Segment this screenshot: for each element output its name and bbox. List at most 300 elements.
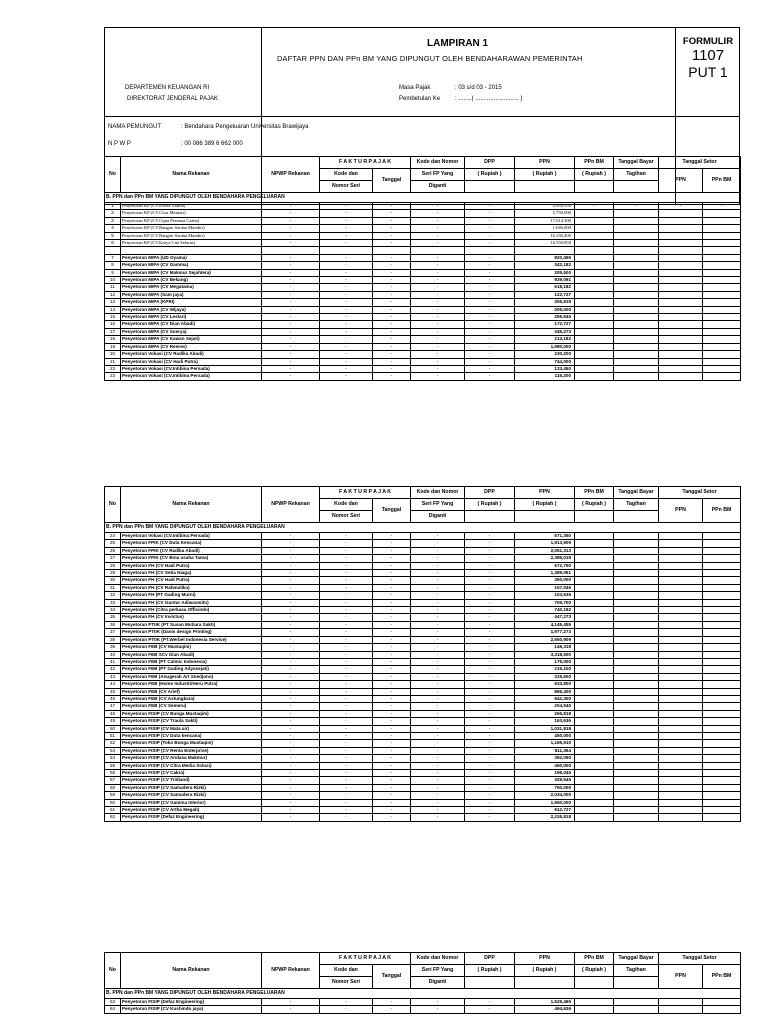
empty-dash: - xyxy=(465,210,515,217)
empty-dash: - xyxy=(373,232,411,239)
empty-dash: - xyxy=(320,373,373,380)
empty-dash: - xyxy=(262,703,320,710)
row-number: 48 xyxy=(105,710,121,717)
empty-dash: - xyxy=(465,747,515,754)
col-tanggal: Tanggal xyxy=(373,965,411,989)
empty-dash: - xyxy=(262,673,320,680)
col-tanggal-bayar: Tanggal Bayar xyxy=(614,487,659,499)
empty-dash: - xyxy=(373,269,411,276)
empty-dash: - xyxy=(373,365,411,372)
empty-dash: - xyxy=(262,799,320,806)
table-row xyxy=(105,740,741,747)
rekanan-name: Penyetoran MIPA (UD Oyama) xyxy=(121,254,262,261)
ppn-value: 329,545 xyxy=(515,777,575,784)
table-row xyxy=(105,351,741,358)
empty-dash: - xyxy=(320,336,373,343)
empty-dash: - xyxy=(373,725,411,732)
empty-dash: - xyxy=(262,328,320,335)
empty-dash: - xyxy=(320,621,373,628)
empty-dash: - xyxy=(411,658,465,665)
rekanan-name: Penyetoran FISIP (CV Kushindo jaya) xyxy=(121,1006,262,1013)
empty-dash: - xyxy=(373,999,411,1006)
empty-dash: - xyxy=(320,1006,373,1013)
table-row xyxy=(105,328,741,335)
row-number: 58 xyxy=(105,784,121,791)
row-number: 35 xyxy=(105,614,121,621)
empty-dash: - xyxy=(465,1006,515,1013)
rekanan-name: Penyetoran FPIK (CV Radika Abadi) xyxy=(121,547,262,554)
empty-dash: - xyxy=(465,351,515,358)
ppn-value: 450,000 xyxy=(515,762,575,769)
empty-dash: - xyxy=(373,358,411,365)
empty-dash: - xyxy=(320,262,373,269)
empty-dash: - xyxy=(262,710,320,717)
empty-dash: - xyxy=(373,277,411,284)
empty-dash: - xyxy=(411,607,465,614)
ppn-value: 744,000 xyxy=(515,358,575,365)
table-row xyxy=(105,240,741,247)
rekanan-name: Penyetoran KP (CV.Bangun Sarana Mandiri) xyxy=(121,232,262,239)
table-row xyxy=(105,688,741,695)
empty-dash: - xyxy=(262,636,320,643)
empty-dash: - xyxy=(373,703,411,710)
empty-dash: - xyxy=(411,747,465,754)
empty-dash: - xyxy=(411,636,465,643)
table-row xyxy=(105,614,741,621)
table-row xyxy=(105,343,741,350)
ppn-value: 133,450 xyxy=(515,365,575,372)
empty-dash: - xyxy=(465,814,515,821)
table-header xyxy=(105,487,741,523)
empty-dash: - xyxy=(411,533,465,540)
row-number: 15 xyxy=(105,314,121,321)
empty-dash: - xyxy=(411,703,465,710)
empty-dash: - xyxy=(262,666,320,673)
empty-dash: - xyxy=(262,336,320,343)
empty-dash: - xyxy=(411,732,465,739)
empty-dash: - xyxy=(373,688,411,695)
row-number: 33 xyxy=(105,599,121,606)
empty-dash: - xyxy=(411,577,465,584)
ppn-value: 350,000 xyxy=(515,577,575,584)
col-npwp-rekanan: NPWP Rekanan xyxy=(262,487,320,523)
empty-dash: - xyxy=(411,232,465,239)
empty-dash: - xyxy=(465,240,515,247)
col-setor-ppn: PPN xyxy=(659,965,703,989)
row-number: 12 xyxy=(105,291,121,298)
col-faktur-pajak: F A K T U R P A J A K xyxy=(320,953,411,965)
row-number: 49 xyxy=(105,718,121,725)
empty-dash: - xyxy=(411,592,465,599)
row-number: 62 xyxy=(105,814,121,821)
empty-dash: - xyxy=(262,584,320,591)
empty-dash: - xyxy=(320,658,373,665)
table-row xyxy=(105,262,741,269)
row-number: 60 xyxy=(105,799,121,806)
empty-dash: - xyxy=(465,232,515,239)
empty-dash: - xyxy=(320,644,373,651)
empty-dash: - xyxy=(373,314,411,321)
empty-dash: - xyxy=(262,373,320,380)
empty-dash: - xyxy=(320,695,373,702)
ppn-value: 866,400 xyxy=(515,688,575,695)
empty-dash: - xyxy=(373,599,411,606)
empty-dash: - xyxy=(373,284,411,291)
empty-dash: - xyxy=(411,328,465,335)
ppn-value: 1,046,000 xyxy=(515,225,575,232)
empty-dash: - xyxy=(373,203,411,210)
table-row xyxy=(105,570,741,577)
table-row xyxy=(105,607,741,614)
empty-dash: - xyxy=(465,562,515,569)
rekanan-name: Penyetoran PTIIK (Danis design Printing) xyxy=(121,629,262,636)
row-number: 8 xyxy=(105,262,121,269)
ppn-value: 2,954,550 xyxy=(515,203,575,210)
empty-dash: - xyxy=(320,629,373,636)
empty-dash: - xyxy=(465,695,515,702)
empty-dash: - xyxy=(465,792,515,799)
empty-dash: - xyxy=(373,306,411,313)
row-number: 59 xyxy=(105,792,121,799)
table-row xyxy=(105,299,741,306)
col-ppnbm-rupiah: ( Rupiah ) xyxy=(575,965,614,977)
empty-dash: - xyxy=(320,254,373,261)
empty-dash: - xyxy=(411,1006,465,1013)
empty-dash: - xyxy=(411,621,465,628)
col-ppnbm-rupiah: ( Rupiah ) xyxy=(575,169,614,181)
empty-dash: - xyxy=(373,343,411,350)
empty-dash: - xyxy=(465,336,515,343)
empty-dash: - xyxy=(465,644,515,651)
header-separator xyxy=(105,116,739,117)
table-row xyxy=(105,777,741,784)
empty-dash: - xyxy=(465,328,515,335)
empty-dash: - xyxy=(411,718,465,725)
table-row xyxy=(105,291,741,298)
rekanan-name: Penyetoran FH (CV Hadi Putra) xyxy=(121,577,262,584)
rekanan-name: Penyetoran KP (CV.Cipta Permata Graha) xyxy=(121,217,262,224)
col-ppnbm-rupiah: ( Rupiah ) xyxy=(575,499,614,511)
rekanan-name: Penyetoran FEB (CV Mustaqim) xyxy=(121,644,262,651)
col-faktur-pajak: F A K T U R P A J A K xyxy=(320,157,411,169)
rekanan-name: Penyetoran KP (CV.Bangun Sarana Mandiri) xyxy=(121,225,262,232)
empty-dash: - xyxy=(373,262,411,269)
empty-dash: - xyxy=(411,584,465,591)
ppn-value: 157,045 xyxy=(515,584,575,591)
empty-dash: - xyxy=(465,755,515,762)
col-ppn: PPN xyxy=(515,487,575,499)
empty-dash: - xyxy=(262,254,320,261)
col-diganti: Diganti xyxy=(411,977,465,989)
empty-dash: - xyxy=(262,614,320,621)
rekanan-name: Penyetoran FISIP (CV Tridiand) xyxy=(121,777,262,784)
col-ppnbm: PPn BM xyxy=(575,157,614,169)
table-row xyxy=(105,358,741,365)
table-row xyxy=(105,269,741,276)
table-row xyxy=(105,321,741,328)
ppn-value: 2,034,000 xyxy=(515,792,575,799)
ppn-value: 709,700 xyxy=(515,599,575,606)
empty-dash: - xyxy=(320,614,373,621)
table-row xyxy=(105,217,741,224)
col-ppn-rupiah: ( Rupiah ) xyxy=(515,499,575,511)
empty-dash: - xyxy=(320,210,373,217)
empty-dash: - xyxy=(465,365,515,372)
ppn-value xyxy=(515,247,575,254)
empty-dash: - xyxy=(320,636,373,643)
empty-dash: - xyxy=(320,547,373,554)
empty-dash: - xyxy=(411,217,465,224)
empty-dash: - xyxy=(465,547,515,554)
rekanan-name: Penyetoran MIPA (CV Soerya) xyxy=(121,328,262,335)
empty-dash: - xyxy=(320,314,373,321)
ppn-value: 494,636 xyxy=(515,1006,575,1013)
row-number: 64 xyxy=(105,1006,121,1013)
empty-dash: - xyxy=(320,770,373,777)
rekanan-name: Penyetoran FEB (CV Astungkara) xyxy=(121,695,262,702)
empty-dash: - xyxy=(411,784,465,791)
empty-dash: - xyxy=(373,755,411,762)
empty-dash: - xyxy=(373,328,411,335)
rekanan-name: Penyetoran FH (PT Gading Murni) xyxy=(121,592,262,599)
empty-dash: - xyxy=(262,351,320,358)
empty-dash: - xyxy=(465,584,515,591)
empty-dash: - xyxy=(320,999,373,1006)
col-tanggal-setor: Tanggal Setor xyxy=(659,953,741,965)
rekanan-name: Penyetoran FISIP (CV Renta Enterprise) xyxy=(121,747,262,754)
table-row xyxy=(105,555,741,562)
empty-dash: - xyxy=(411,284,465,291)
ppn-value: 345,273 xyxy=(515,328,575,335)
ppn-value: 1,913,909 xyxy=(515,540,575,547)
row-number: 46 xyxy=(105,695,121,702)
empty-dash: - xyxy=(262,792,320,799)
ppn-value: 672,750 xyxy=(515,562,575,569)
ppn-value: 450,000 xyxy=(515,732,575,739)
lampiran-title: LAMPIRAN 1 xyxy=(427,38,489,49)
empty-dash: - xyxy=(465,592,515,599)
empty-dash: - xyxy=(465,314,515,321)
ppn-value: 204,545 xyxy=(515,703,575,710)
empty-dash: - xyxy=(659,203,703,210)
empty-dash: - xyxy=(465,770,515,777)
empty-dash: - xyxy=(262,365,320,372)
col-no: No xyxy=(105,487,121,523)
empty-dash: - xyxy=(411,807,465,814)
col-dpp-rupiah: ( Rupiah ) xyxy=(465,965,515,977)
empty-dash: - xyxy=(262,343,320,350)
empty-dash: - xyxy=(320,291,373,298)
ppn-value: 1,525,465 xyxy=(515,999,575,1006)
empty-dash: - xyxy=(373,621,411,628)
empty-dash: - xyxy=(411,570,465,577)
empty-dash: - xyxy=(320,784,373,791)
table-row xyxy=(105,807,741,814)
empty-dash: - xyxy=(373,570,411,577)
empty-dash: - xyxy=(373,644,411,651)
table-row xyxy=(105,599,741,606)
empty-dash: - xyxy=(411,321,465,328)
empty-dash: - xyxy=(320,358,373,365)
rekanan-name: Penyetoran FEB (PT Gading Adyasejati) xyxy=(121,666,262,673)
col-seri-fp: Seri FP Yang xyxy=(411,169,465,181)
row-number: 42 xyxy=(105,666,121,673)
empty-dash: - xyxy=(465,225,515,232)
empty-dash: - xyxy=(373,658,411,665)
ppn-value: 149,318 xyxy=(515,644,575,651)
rekanan-name: Penyetoran FEB SCv Dian Abadi) xyxy=(121,651,262,658)
formulir-put: PUT 1 xyxy=(688,64,728,80)
row-number: 63 xyxy=(105,999,121,1006)
col-tagihan: Tagihan xyxy=(614,169,659,181)
col-nama-rekanan: Nama Rekanan xyxy=(121,157,262,193)
empty-dash: - xyxy=(465,651,515,658)
empty-dash: - xyxy=(465,710,515,717)
empty-dash: - xyxy=(262,629,320,636)
empty-dash: - xyxy=(320,577,373,584)
col-dpp-rupiah: ( Rupiah ) xyxy=(465,169,515,181)
empty-dash: - xyxy=(320,666,373,673)
col-nama-rekanan: Nama Rekanan xyxy=(121,953,262,989)
table-row xyxy=(105,225,741,232)
empty-dash: - xyxy=(373,732,411,739)
col-dpp: DPP xyxy=(465,953,515,965)
table-row xyxy=(105,732,741,739)
empty-dash: - xyxy=(411,740,465,747)
table-body xyxy=(105,523,741,822)
row-number: 14 xyxy=(105,306,121,313)
ppn-value: 17,014,300 xyxy=(515,217,575,224)
empty-dash: - xyxy=(373,210,411,217)
empty-dash: - xyxy=(373,592,411,599)
formulir-code: 1107 xyxy=(691,47,725,64)
table-row xyxy=(105,621,741,628)
ppn-value: 392,090 xyxy=(515,755,575,762)
pembetulan-value: : ........( .......................... ) xyxy=(455,96,523,102)
empty-dash: - xyxy=(373,240,411,247)
row-number: 5 xyxy=(105,232,121,239)
table-body xyxy=(105,989,741,1014)
empty-dash: - xyxy=(465,807,515,814)
empty-dash: - xyxy=(411,306,465,313)
empty-dash: - xyxy=(262,1006,320,1013)
empty-dash: - xyxy=(373,547,411,554)
table-row xyxy=(105,755,741,762)
pembetulan-label: Pembetulan Ke xyxy=(399,96,441,102)
table-row xyxy=(105,814,741,821)
empty-dash: - xyxy=(262,321,320,328)
empty-dash: - xyxy=(373,351,411,358)
empty-dash: - xyxy=(262,225,320,232)
empty-dash: - xyxy=(373,607,411,614)
rekanan-name: Penyetoran Vokasi (CV.Intibina Persada) xyxy=(121,373,262,380)
empty-dash: - xyxy=(411,547,465,554)
ppn-value: 447,273 xyxy=(515,614,575,621)
ppn-value: 571,350 xyxy=(515,533,575,540)
empty-dash: - xyxy=(411,262,465,269)
ppn-value: 259,545 xyxy=(515,314,575,321)
ppn-value: 163,636 xyxy=(515,718,575,725)
empty-dash: - xyxy=(373,710,411,717)
rekanan-name: Penyetoran FEB (CV Semeru) xyxy=(121,703,262,710)
empty-dash: - xyxy=(262,621,320,628)
empty-dash: - xyxy=(411,225,465,232)
row-number: 34 xyxy=(105,607,121,614)
empty-dash: - xyxy=(320,540,373,547)
empty-dash: - xyxy=(411,358,465,365)
empty-dash: - xyxy=(262,747,320,754)
ppn-value: 750,000 xyxy=(515,784,575,791)
ppn-value: 1,165,910 xyxy=(515,740,575,747)
empty-dash: - xyxy=(465,636,515,643)
empty-dash: - xyxy=(465,555,515,562)
rekanan-name: Penyetoran KP (CV.Citra Mentari) xyxy=(121,210,262,217)
rekanan-name: Penyetoran FISIP (CV Mata air) xyxy=(121,725,262,732)
table-row xyxy=(105,681,741,688)
empty-dash: - xyxy=(320,343,373,350)
ppn-value: 740,182 xyxy=(515,607,575,614)
empty-dash: - xyxy=(320,755,373,762)
row-number: 6 xyxy=(105,240,121,247)
rekanan-name: Penyetoran FISIP (CV Andasa Makmur) xyxy=(121,755,262,762)
empty-dash: - xyxy=(320,740,373,747)
empty-dash: - xyxy=(262,658,320,665)
empty-dash: - xyxy=(575,203,614,210)
empty-dash: - xyxy=(373,584,411,591)
row-number: 22 xyxy=(105,365,121,372)
table-row xyxy=(105,710,741,717)
ppn-value: 213,182 xyxy=(515,336,575,343)
table-row xyxy=(105,540,741,547)
row-number: 16 xyxy=(105,321,121,328)
row-number: 25 xyxy=(105,540,121,547)
row-number: 61 xyxy=(105,807,121,814)
empty-dash: - xyxy=(411,210,465,217)
empty-dash: - xyxy=(262,533,320,540)
empty-dash: - xyxy=(320,269,373,276)
rekanan-name: Penyetoran FEB (PT Calmic Indonesia) xyxy=(121,658,262,665)
col-npwp-rekanan: NPWP Rekanan xyxy=(262,953,320,989)
row-number: 7 xyxy=(105,254,121,261)
empty-dash: - xyxy=(411,799,465,806)
row-number: 3 xyxy=(105,217,121,224)
empty-dash: - xyxy=(320,328,373,335)
table-row xyxy=(105,533,741,540)
empty-dash: - xyxy=(411,555,465,562)
col-dpp-rupiah: ( Rupiah ) xyxy=(465,499,515,511)
table-row xyxy=(105,306,741,313)
empty-dash: - xyxy=(373,747,411,754)
ppn-value: 205,000 xyxy=(515,306,575,313)
empty-dash: - xyxy=(262,284,320,291)
col-kode-dan: Kode dan xyxy=(320,965,373,977)
empty-dash: - xyxy=(373,777,411,784)
col-ppn: PPN xyxy=(515,953,575,965)
row-number: 31 xyxy=(105,584,121,591)
empty-dash: - xyxy=(411,336,465,343)
ppn-value: 1,389,091 xyxy=(515,570,575,577)
empty-dash: - xyxy=(465,673,515,680)
row-number: 23 xyxy=(105,373,121,380)
col-no: No xyxy=(105,953,121,989)
empty-dash: - xyxy=(411,710,465,717)
table-row xyxy=(105,666,741,673)
empty-dash: - xyxy=(320,732,373,739)
rekanan-name: Penyetoran FISIP (Defaz Engineering) xyxy=(121,999,262,1006)
empty-dash: - xyxy=(465,799,515,806)
ppn-value: 175,000 xyxy=(515,658,575,665)
table-row xyxy=(105,658,741,665)
